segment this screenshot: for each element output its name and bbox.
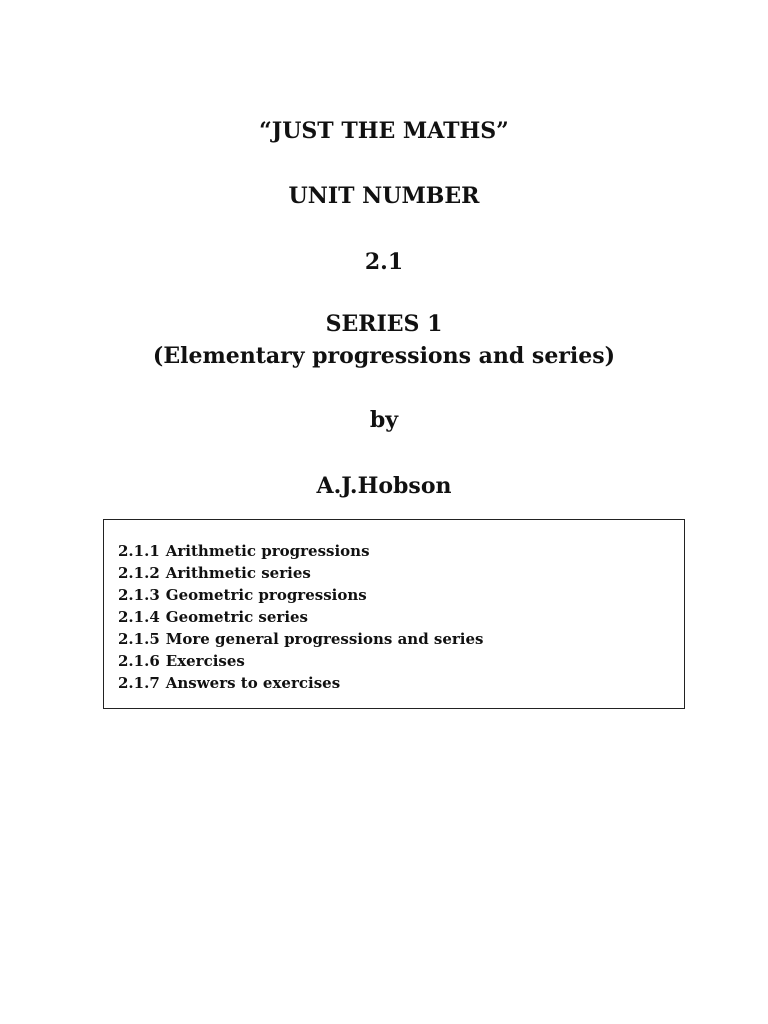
- author-name: A.J.Hobson: [316, 473, 452, 499]
- contents-item: [118, 628, 483, 650]
- unit-number: 2.1: [364, 249, 404, 275]
- contents-item: [118, 650, 483, 672]
- unit-label: UNIT NUMBER: [288, 183, 480, 209]
- section-number: 2.1.1: [118, 542, 160, 560]
- section-number: 2.1.2: [118, 564, 160, 582]
- contents-item: [118, 606, 483, 628]
- contents-item: [118, 672, 483, 694]
- document-title: “JUST THE MATHS”: [259, 118, 509, 144]
- section-title: More general progressions and series: [165, 630, 484, 648]
- contents-item: [118, 562, 483, 584]
- section-number: 2.1.7: [118, 674, 160, 692]
- section-number: 2.1.5: [118, 630, 160, 648]
- series-subtitle: (Elementary progressions and series): [152, 343, 616, 369]
- section-number: 2.1.3: [118, 586, 160, 604]
- contents-item: [118, 584, 483, 606]
- section-number: 2.1.4: [118, 608, 160, 626]
- contents-item: [118, 540, 483, 562]
- section-title: Arithmetic series: [165, 564, 311, 582]
- section-title: Geometric progressions: [165, 586, 367, 604]
- by-label: by: [369, 407, 399, 433]
- series-title: SERIES 1: [325, 311, 443, 337]
- section-title: Arithmetic progressions: [165, 542, 370, 560]
- contents-box: [103, 519, 685, 709]
- section-title: Answers to exercises: [165, 674, 341, 692]
- section-number: 2.1.6: [118, 652, 160, 670]
- contents-list: [118, 540, 483, 694]
- section-title: Geometric series: [165, 608, 309, 626]
- section-title: Exercises: [165, 652, 245, 670]
